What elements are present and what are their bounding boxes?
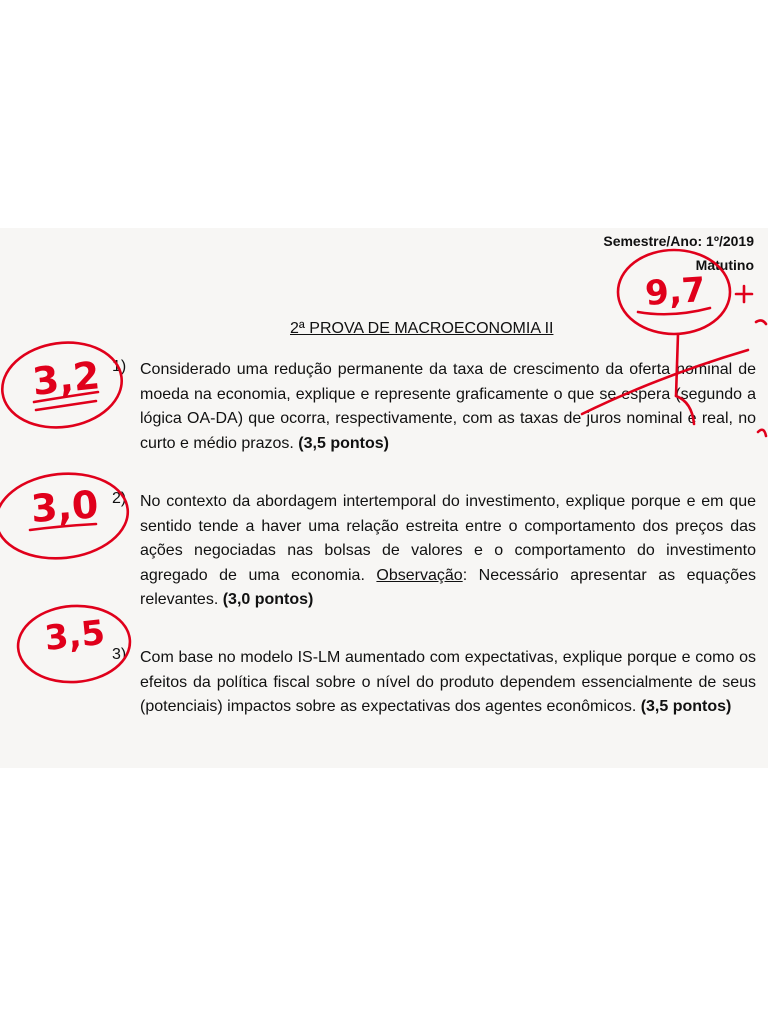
grade-q3: 3,5 (42, 612, 107, 659)
grade-q1: 3,2 (30, 353, 102, 404)
question-2-note-text: : Necessário apresentar as equações relevantes. (140, 566, 756, 608)
shift-label: Matutino (695, 257, 754, 273)
question-1-text: Considerado uma redução permanente da taxa de crescimento da oferta nominal de moeda na economia, explique e represente graficamente o que se espera (segundo a lógica OA-DA) que ocorra, respectivamente, com as taxas de juros nominal e real, no curto e médio prazos. (140, 361, 756, 452)
question-1-number: 1) (112, 358, 127, 375)
grade-q2: 3,0 (29, 482, 100, 531)
exam-title: 2ª PROVA DE MACROECONOMIA II (290, 320, 554, 337)
question-3 (140, 646, 756, 720)
question-2-note-label: Observação (376, 566, 463, 584)
question-3-number: 3) (112, 646, 127, 663)
question-3-text: Com base no modelo IS-LM aumentado com expectativas, explique porque e como os efeitos da política fiscal sobre o nível do produto dependem essencialmente de seus (potenciais) impactos sobre as expectativas dos agentes econômicos. (140, 649, 756, 715)
question-1-points: (3,5 pontos) (298, 434, 389, 452)
question-2-points: (3,0 pontos) (222, 591, 314, 608)
question-3-points: (3,5 pontos) (640, 698, 732, 715)
question-2-text: No contexto da abordagem intertemporal do investimento, explique porque e em que sentido tende a haver uma relação estreita entre o comportamento dos preços das ações negociadas nas bolsas de valores e o comportamento do investimento agregado de uma economia. (140, 493, 756, 584)
exam-header (603, 229, 754, 277)
question-2 (140, 490, 756, 613)
semester-year: Semestre/Ano: 1º/2019 (603, 233, 754, 249)
question-2-number: 2) (112, 490, 127, 507)
total-grade: 9,7 (643, 269, 707, 314)
question-1 (140, 358, 756, 456)
